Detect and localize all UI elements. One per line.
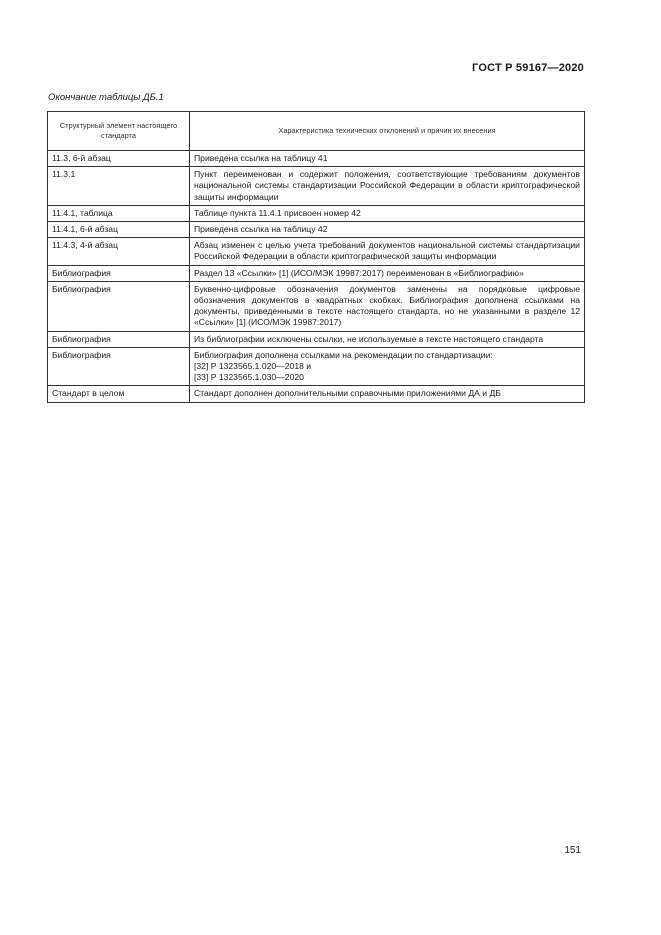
row-description: Из библиографии исключены ссылки, не используемые в тексте настоящего стандарта bbox=[190, 331, 585, 347]
table-row bbox=[48, 265, 585, 281]
row-description: Приведена ссылка на таблицу 42 bbox=[190, 222, 585, 238]
row-description: Пункт переименован и содержит положения, соответствующие требованиям документов национальной системы стандартизации Российской Федерации в области криптографической защиты информации bbox=[190, 167, 585, 206]
row-element: 11.3.1 bbox=[48, 167, 190, 206]
table-row bbox=[48, 222, 585, 238]
table-row bbox=[48, 151, 585, 167]
table-row bbox=[48, 205, 585, 221]
table-caption: Окончание таблицы ДБ.1 bbox=[48, 92, 164, 103]
row-element: 11.3, 6-й абзац bbox=[48, 151, 190, 167]
row-element: Стандарт в целом bbox=[48, 386, 190, 402]
row-description bbox=[190, 347, 585, 386]
table-row bbox=[48, 386, 585, 402]
column-header-description: Характеристика технических отклонений и причин их внесения bbox=[190, 112, 585, 151]
row-element: Библиография bbox=[48, 331, 190, 347]
table-row bbox=[48, 347, 585, 386]
column-header-element: Структурный элемент настоящего стандарта bbox=[48, 112, 190, 151]
row-description: Приведена ссылка на таблицу 41 bbox=[190, 151, 585, 167]
table-row bbox=[48, 331, 585, 347]
row-element: 11.4.1, таблица bbox=[48, 205, 190, 221]
row-element: Библиография bbox=[48, 347, 190, 386]
bibliography-reference: [32] Р 1323565.1.020—2018 и bbox=[194, 361, 312, 372]
row-description: Абзац изменен с целью учета требований документов национальной системы стандартизации Российской Федерации в области криптографической защиты информации bbox=[190, 238, 585, 265]
deviations-table bbox=[47, 111, 585, 403]
document-code: ГОСТ Р 59167—2020 bbox=[472, 62, 584, 74]
table-row bbox=[48, 281, 585, 331]
row-element: 11.4.3, 4-й абзац bbox=[48, 238, 190, 265]
row-element: Библиография bbox=[48, 281, 190, 331]
row-description-text: Библиография дополнена ссылками на рекомендации по стандартизации: bbox=[194, 349, 493, 360]
row-description: Таблице пункта 11.4.1 присвоен номер 42 bbox=[190, 205, 585, 221]
bibliography-reference: [33] Р 1323565.1.030—2020 bbox=[194, 372, 304, 383]
page-number: 151 bbox=[564, 845, 581, 856]
table-row bbox=[48, 238, 585, 265]
row-description: Раздел 13 «Ссылки» [1] (ИСО/МЭК 19987:2017) переименован в «Библиографию» bbox=[190, 265, 585, 281]
row-description: Стандарт дополнен дополнительными справочными приложениями ДА и ДБ bbox=[190, 386, 585, 402]
table-row bbox=[48, 167, 585, 206]
row-element: Библиография bbox=[48, 265, 190, 281]
row-element: 11.4.1, 6-й абзац bbox=[48, 222, 190, 238]
table-header-row bbox=[48, 112, 585, 151]
row-description: Буквенно-цифровые обозначения документов заменены на порядковые цифровые обозначения документов в квадратных скобках. Библиография дополнена ссылками на документы, приведенными в тексте настоящего стандарта, но не указанными в разделе 12 «Ссылки» [1] (ИСО/МЭК 19987:2017) bbox=[190, 281, 585, 331]
